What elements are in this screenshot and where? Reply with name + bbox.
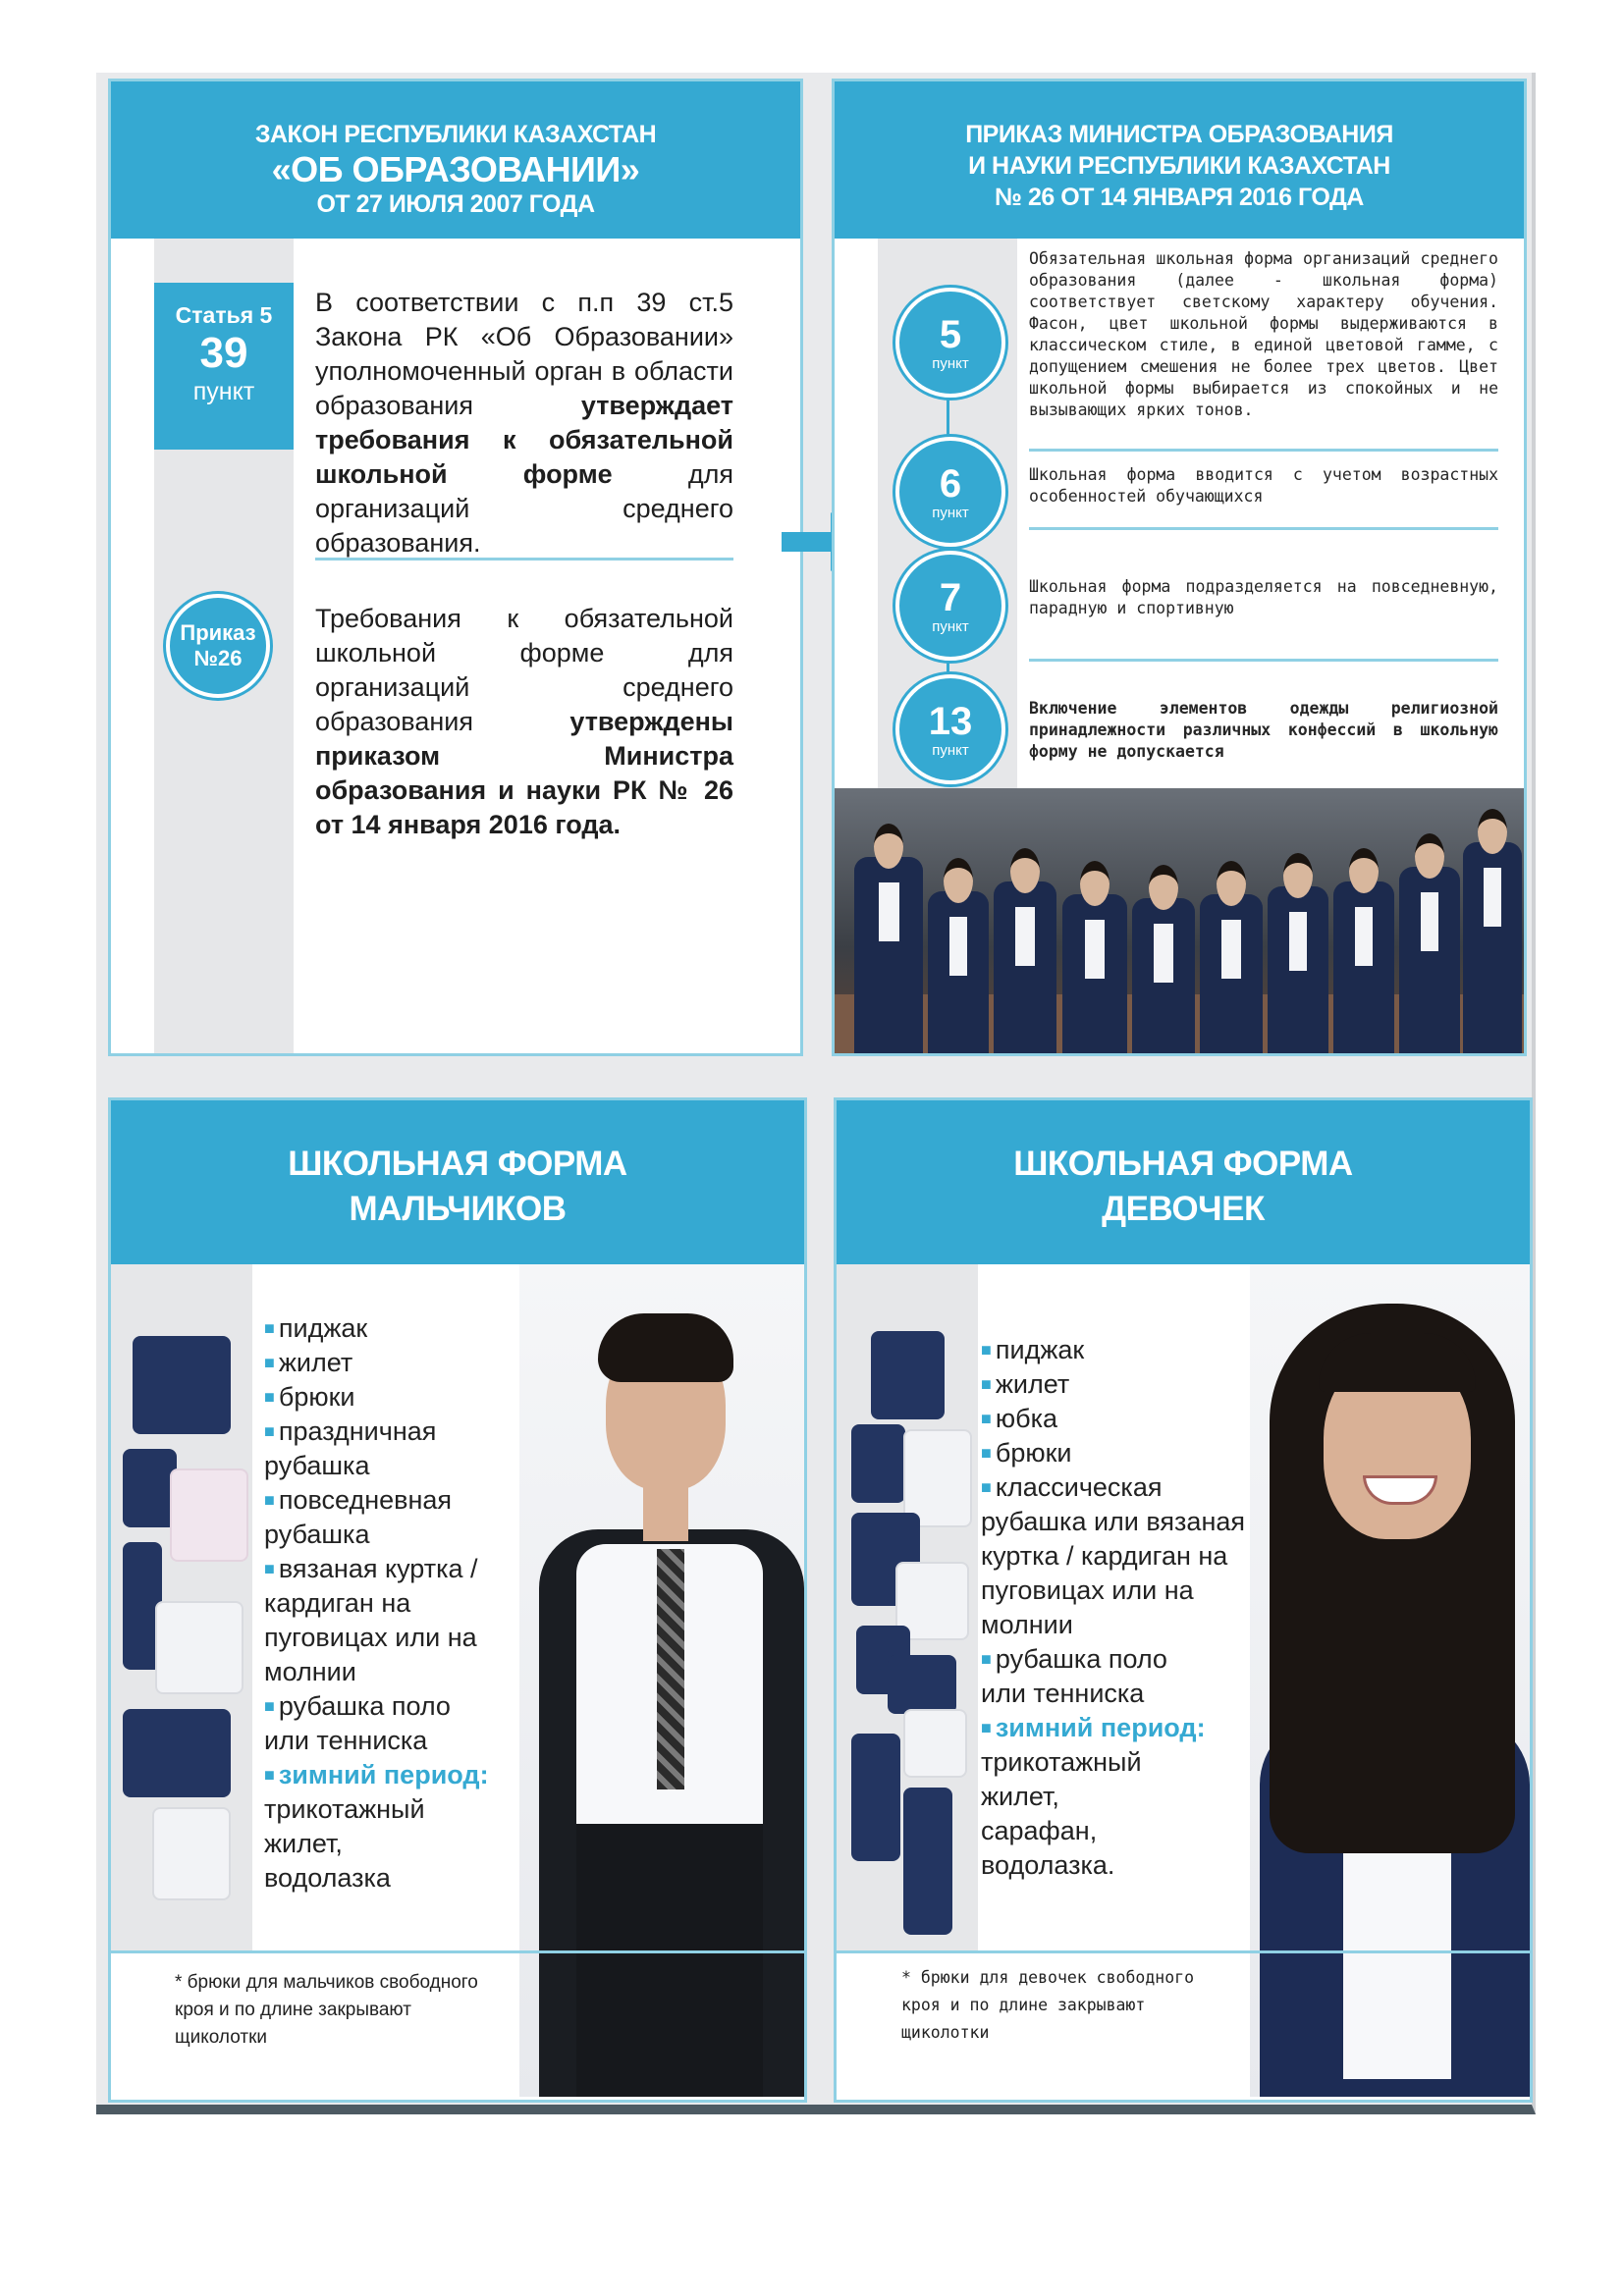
bullet-icon: ■ bbox=[981, 1374, 992, 1394]
list-item-winter bbox=[264, 1758, 559, 1792]
polo-shirt-image bbox=[152, 1807, 231, 1900]
boy-neck bbox=[643, 1482, 688, 1541]
law-text-1-bold: утверждает требования к обязательной школьной форме bbox=[315, 391, 733, 489]
point-number: 5 bbox=[939, 312, 962, 356]
bullet-icon: ■ bbox=[981, 1340, 992, 1360]
list-item bbox=[981, 1642, 1202, 1711]
boy-hair bbox=[598, 1313, 733, 1382]
list-item-label: пиджак bbox=[278, 1313, 368, 1343]
point-6-badge bbox=[895, 437, 1005, 547]
order-panel-header bbox=[835, 81, 1524, 239]
law-text-2 bbox=[315, 602, 733, 842]
student-figure bbox=[994, 881, 1056, 1053]
winter-text: трикотажный жилет, водолазка bbox=[264, 1794, 425, 1893]
point-13-text: Включение элементов одежды религиозной принадлежности различных конфессий в школьную форму не допускается bbox=[1029, 699, 1498, 761]
list-item-label: вязаная куртка / кардиган на пуговицах или на молнии bbox=[264, 1554, 478, 1686]
list-item bbox=[264, 1415, 460, 1483]
casual-shirt-image bbox=[155, 1601, 244, 1694]
bullet-icon: ■ bbox=[264, 1387, 275, 1407]
point-number: 6 bbox=[939, 461, 962, 506]
law-header-line3: ОТ 27 ИЮЛЯ 2007 ГОДА bbox=[316, 190, 595, 218]
divider bbox=[1029, 527, 1498, 530]
list-item-label: рубашка поло или тенниска bbox=[264, 1691, 451, 1755]
cardigan-image bbox=[123, 1709, 231, 1797]
law-panel bbox=[108, 79, 803, 1056]
students-group-photo bbox=[835, 788, 1524, 1053]
point-7-badge bbox=[895, 551, 1005, 661]
list-item bbox=[264, 1380, 559, 1415]
girl-bangs bbox=[1319, 1333, 1476, 1392]
boys-header-line1: ШКОЛЬНАЯ ФОРМА bbox=[288, 1145, 627, 1183]
list-item-label: брюки bbox=[995, 1438, 1072, 1468]
order-header-line2: И НАУКИ РЕСПУБЛИКИ КАЗАХСТАН bbox=[968, 152, 1390, 180]
point-7-text: Школьная форма подразделяется на повседневную, парадную и спортивную bbox=[1029, 577, 1498, 617]
list-item-label: юбка bbox=[995, 1404, 1058, 1433]
student-figure bbox=[1268, 886, 1328, 1053]
polo-shirt-image bbox=[903, 1709, 967, 1778]
boys-uniform-panel bbox=[108, 1097, 807, 2103]
girls-uniform-panel bbox=[834, 1097, 1533, 2103]
order-header-line3: № 26 ОТ 14 ЯНВАРЯ 2016 ГОДА bbox=[995, 184, 1364, 211]
point-5-badge bbox=[895, 288, 1005, 398]
bullet-icon: ■ bbox=[264, 1353, 275, 1372]
boys-header-line2: МАЛЬЧИКОВ bbox=[349, 1190, 567, 1228]
vest-image bbox=[851, 1424, 905, 1503]
list-item-label: праздничная рубашка bbox=[264, 1416, 437, 1480]
winter-label: зимний период: bbox=[995, 1713, 1206, 1742]
student-figure bbox=[854, 857, 923, 1053]
law-header-line1: ЗАКОН РЕСПУБЛИКИ КАЗАХСТАН bbox=[254, 121, 657, 148]
list-item bbox=[264, 1689, 485, 1758]
list-item bbox=[264, 1346, 559, 1380]
order-badge bbox=[166, 594, 270, 698]
article-unit: пункт bbox=[192, 378, 255, 405]
article-label: Статья 5 bbox=[175, 302, 273, 328]
bullet-icon: ■ bbox=[981, 1409, 992, 1428]
list-item-label: пиджак bbox=[995, 1335, 1085, 1364]
bullet-icon: ■ bbox=[264, 1490, 275, 1510]
divider bbox=[1029, 449, 1498, 452]
girls-header-line1: ШКОЛЬНАЯ ФОРМА bbox=[1013, 1145, 1353, 1183]
winter-text: трикотажный жилет, сарафан, водолазка. bbox=[981, 1747, 1142, 1880]
law-text-1 bbox=[315, 286, 733, 561]
blazer-image bbox=[133, 1336, 231, 1434]
list-item-label: рубашка поло или тенниска bbox=[981, 1644, 1167, 1708]
law-panel-header bbox=[111, 81, 800, 239]
vest-image bbox=[123, 1449, 177, 1527]
list-item-label: повседневная рубашка bbox=[264, 1485, 453, 1549]
point-6-text: Школьная форма вводится с учетом возрастных особенностей обучающихся bbox=[1029, 465, 1498, 506]
bullet-icon: ■ bbox=[981, 1718, 992, 1737]
law-text-2-part1: Требования к обязательной школьной форме для организаций среднего образования bbox=[315, 604, 733, 736]
point-unit: пункт bbox=[932, 617, 969, 635]
bullet-icon: ■ bbox=[981, 1649, 992, 1669]
boy-trousers bbox=[576, 1824, 763, 2097]
student-figure bbox=[1463, 842, 1522, 1053]
article-number: 39 bbox=[199, 329, 248, 377]
student-figure bbox=[1132, 898, 1195, 1053]
point-unit: пункт bbox=[932, 354, 969, 372]
divider bbox=[1029, 659, 1498, 662]
student-figure bbox=[1333, 881, 1394, 1053]
student-figure bbox=[1399, 867, 1460, 1053]
order-panel bbox=[832, 79, 1527, 1056]
girls-panel-header bbox=[837, 1100, 1530, 1264]
list-item-label: брюки bbox=[278, 1382, 355, 1412]
boy-tie bbox=[657, 1549, 684, 1789]
trousers-image bbox=[903, 1788, 952, 1935]
bullet-icon: ■ bbox=[981, 1443, 992, 1463]
bullet-icon: ■ bbox=[264, 1765, 275, 1785]
law-text-1-part2: для организаций среднего образования. bbox=[315, 459, 733, 558]
point-unit: пункт bbox=[932, 741, 969, 759]
list-item bbox=[264, 1311, 559, 1346]
festive-shirt-image bbox=[170, 1468, 248, 1562]
point-5-text: Обязательная школьная форма организаций среднего образования (далее - школьная форма) соответствует светскому характеру обучения. Фасон, цвет школьной формы выдерживаются в классическом стиле, в единой цветовой гамме, с допущением смешения не более трех цветов. Цвет школьной формы выбирается из спокойных и не вызывающих ярких тонов. bbox=[1029, 249, 1498, 419]
law-text-2-bold: утверждены приказом Министра образования и науки РК № 26 от 14 января 2016 года. bbox=[315, 707, 733, 839]
skirt-image bbox=[888, 1655, 956, 1714]
divider bbox=[111, 1950, 804, 1953]
boys-panel-header bbox=[111, 1100, 804, 1264]
student-figure bbox=[1200, 894, 1263, 1053]
girls-footnote: * брюки для девочек свободного кроя и по длине закрывают щиколотки bbox=[901, 1968, 1195, 2042]
list-item bbox=[264, 1483, 480, 1552]
list-item bbox=[264, 1552, 505, 1689]
bullet-icon: ■ bbox=[264, 1559, 275, 1578]
winter-label: зимний период: bbox=[278, 1760, 489, 1789]
point-13-badge bbox=[895, 674, 1005, 784]
order-header-line1: ПРИКАЗ МИНИСТРА ОБРАЗОВАНИЯ bbox=[965, 121, 1393, 148]
list-item bbox=[981, 1470, 1266, 1642]
sarafan-image bbox=[851, 1734, 900, 1861]
boy-photo bbox=[519, 1264, 804, 2097]
point-number: 13 bbox=[928, 699, 973, 743]
divider bbox=[837, 1950, 1530, 1953]
order-badge-line2: №26 bbox=[193, 646, 243, 670]
divider bbox=[315, 558, 733, 561]
bullet-icon: ■ bbox=[264, 1421, 275, 1441]
girl-photo bbox=[1250, 1264, 1530, 2097]
order-badge-line1: Приказ bbox=[180, 620, 256, 645]
law-text-1-part1: В соответствии с п.п 39 ст.5 Закона РК «Об Образовании» уполномоченный орган в области образования bbox=[315, 288, 733, 420]
article-badge bbox=[154, 283, 294, 450]
bullet-icon: ■ bbox=[264, 1318, 275, 1338]
student-figure bbox=[928, 891, 989, 1053]
girls-header-line2: ДЕВОЧЕК bbox=[1102, 1190, 1265, 1228]
student-figure bbox=[1062, 894, 1127, 1053]
bullet-icon: ■ bbox=[264, 1696, 275, 1716]
list-item-label: жилет bbox=[995, 1369, 1070, 1399]
blazer-image bbox=[871, 1331, 945, 1419]
bullet-icon: ■ bbox=[981, 1477, 992, 1497]
list-item-label: классическая рубашка или вязаная куртка / кардиган на пуговицах или на молнии bbox=[981, 1472, 1245, 1639]
law-header-line2: «ОБ ОБРАЗОВАНИИ» bbox=[271, 149, 640, 189]
boys-footnote: * брюки для мальчиков свободного кроя и по длине закрывают щиколотки bbox=[175, 1972, 478, 2048]
boys-items-list bbox=[264, 1311, 559, 1896]
point-number: 7 bbox=[939, 575, 962, 619]
list-item-label: жилет bbox=[278, 1348, 353, 1377]
point-unit: пункт bbox=[932, 504, 969, 521]
